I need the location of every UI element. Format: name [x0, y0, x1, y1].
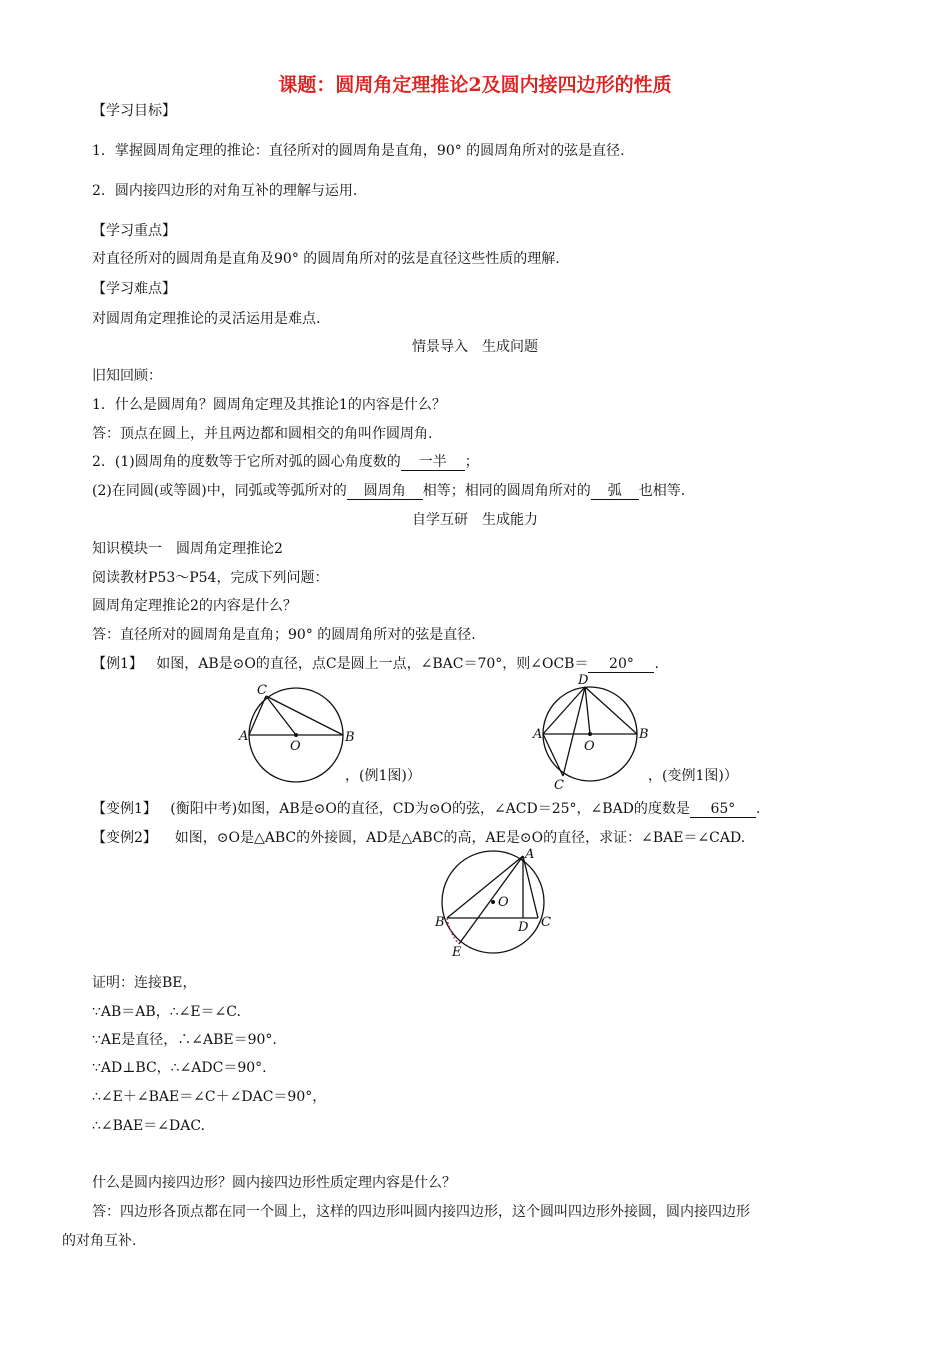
goal-2: 2．圆内接四边形的对角互补的理解与运用.: [92, 183, 358, 199]
figure-variant-2: [430, 848, 560, 958]
label-A: A: [533, 727, 543, 742]
label-O: O: [584, 739, 595, 754]
label-D: D: [518, 920, 529, 935]
label-D: D: [578, 673, 589, 688]
figure-2-caption: ，(变例1图)）: [648, 768, 738, 784]
label-E: E: [452, 945, 462, 958]
example-1-label: 【例1】: [92, 656, 143, 672]
label-O: O: [498, 895, 509, 910]
question-3: 圆周角定理推论2的内容是什么？: [92, 598, 297, 614]
proof-line-6: ∴∠BAE＝∠DAC.: [92, 1118, 205, 1134]
label-B: B: [345, 730, 355, 745]
label-O: O: [290, 739, 301, 754]
q2b-part1: (2)在同圆(或等圆)中，同弧或等弧所对的: [92, 483, 347, 499]
question-2: [92, 453, 479, 471]
question-4: 什么是圆内接四边形？圆内接四边形性质定理内容是什么？: [92, 1175, 456, 1191]
variant-1-text: (衡阳中考)如图，AB是⊙O的直径，CD为⊙O的弦，∠ACD＝25°，∠BAD的度数是: [170, 801, 690, 817]
proof-line-5: ∴∠E＋∠BAE＝∠C＋∠DAC＝90°，: [92, 1089, 327, 1105]
answer-4-line-1: 答：四边形各顶点都在同一个圆上，这样的四边形叫圆内接四边形，这个圆叫四边形外接圆，圆内接四边形: [92, 1204, 750, 1220]
label-A: A: [525, 848, 535, 862]
variant-2-text: 如图，⊙O是△ABC的外接圆，AD是△ABC的高，AE是⊙O的直径，求证：∠BAE＝∠CAD.: [174, 830, 746, 846]
q2b-part2: 相等；相同的圆周角所对的: [422, 483, 591, 499]
difficulty-heading: 【学习难点】: [92, 281, 176, 297]
proof-line-4: ∵AD⊥BC，∴∠ADC＝90°.: [92, 1060, 267, 1076]
figure-example-1: [230, 680, 360, 790]
variant-1: [92, 800, 760, 818]
label-C: C: [554, 778, 564, 792]
question-2b: [92, 482, 685, 500]
label-A: A: [239, 729, 249, 744]
example-1: [92, 655, 659, 673]
key-heading: 【学习重点】: [92, 223, 176, 239]
answer-1: 答：顶点在圆上，并且两边都和圆相交的角叫作圆周角.: [92, 426, 433, 442]
label-B: B: [639, 727, 649, 742]
page-title: 课题：圆周角定理推论2及圆内接四边形的性质: [278, 74, 672, 96]
variant-1-label: 【变例1】: [92, 801, 157, 817]
q2-blank: 一半: [401, 454, 465, 471]
section-heading-2: 自学互研 生成能力: [412, 512, 538, 528]
variant-1-blank: 65°: [690, 801, 756, 818]
variant-1-suffix: .: [755, 801, 761, 817]
proof-line-2: ∵AB＝AB，∴∠E＝∠C.: [92, 1004, 241, 1020]
goals-heading: 【学习目标】: [92, 103, 176, 119]
key-text: 对直径所对的圆周角是直角及90° 的圆周角所对的弦是直径这些性质的理解.: [92, 251, 560, 267]
answer-4-line-2: 的对角互补.: [62, 1233, 137, 1249]
review-heading: 旧知回顾：: [92, 368, 162, 384]
reading-instruction: 阅读教材P53～P54，完成下列问题：: [92, 570, 329, 586]
variant-2: [92, 829, 745, 847]
proof-line-1: 证明：连接BE，: [92, 975, 197, 991]
label-C: C: [257, 683, 267, 698]
figure-variant-1: [530, 672, 660, 792]
difficulty-text: 对圆周角定理推论的灵活运用是难点.: [92, 311, 321, 327]
q2-prefix: 2．(1)圆周角的度数等于它所对弧的圆心角度数的: [92, 454, 401, 470]
q2b-part3: 也相等.: [638, 483, 686, 499]
module-heading: 知识模块一 圆周角定理推论2: [92, 541, 283, 557]
proof-line-3: ∵AE是直径，∴∠ABE＝90°.: [92, 1032, 277, 1048]
label-C: C: [541, 915, 551, 930]
example-1-blank: 20°: [588, 656, 654, 673]
figure-1-caption: ，(例1图)）: [345, 768, 421, 784]
example-1-suffix: .: [654, 656, 659, 672]
question-1: 1．什么是圆周角？圆周角定理及其推论1的内容是什么？: [92, 397, 446, 413]
goal-1: 1．掌握圆周角定理的推论：直径所对的圆周角是直角，90° 的圆周角所对的弦是直径.: [92, 143, 625, 159]
answer-3: 答：直径所对的圆周角是直角；90° 的圆周角所对的弦是直径.: [92, 627, 476, 643]
q2-suffix: ；: [464, 454, 479, 470]
q2b-blank1: 圆周角: [347, 483, 423, 500]
variant-2-label: 【变例2】: [92, 830, 157, 846]
section-heading-1: 情景导入 生成问题: [412, 339, 538, 355]
example-1-text: 如图，AB是⊙O的直径，点C是圆上一点，∠BAC＝70°，则∠OCB＝: [156, 656, 589, 672]
q2b-blank2: 弧: [591, 483, 639, 500]
label-B: B: [435, 915, 445, 930]
